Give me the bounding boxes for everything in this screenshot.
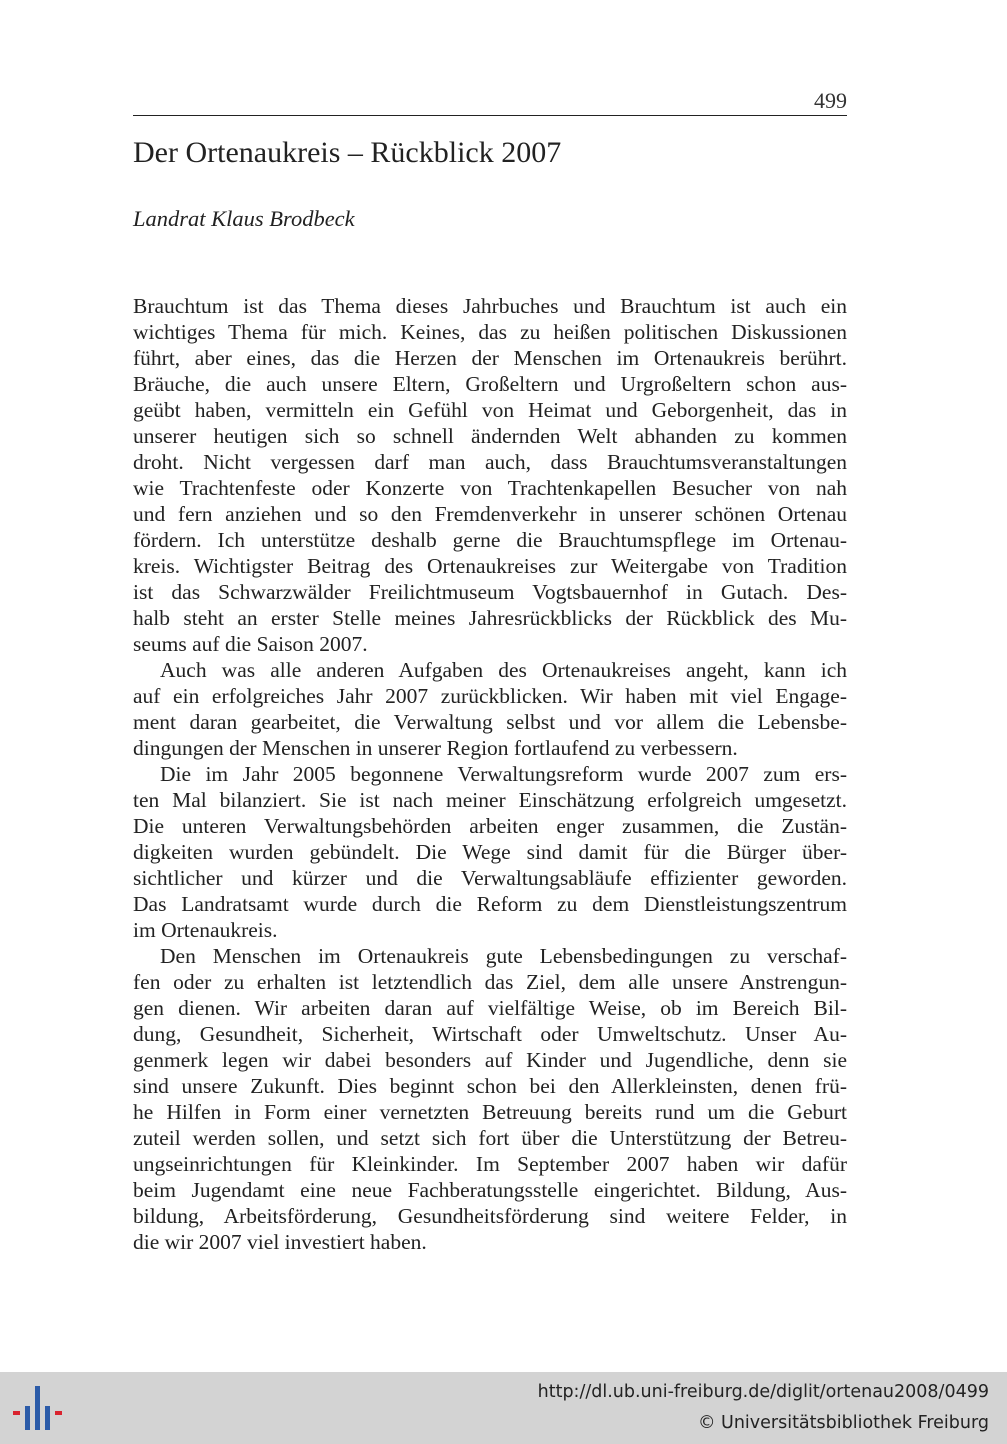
paragraph xyxy=(133,293,847,657)
text-line: digkeiten wurden gebündelt. Die Wege sind damit für die Bürger über- xyxy=(133,840,847,864)
logo-bar-blue-2 xyxy=(35,1386,40,1430)
text-line: beim Jugendamt eine neue Fachberatungsstelle eingerichtet. Bildung, Aus- xyxy=(133,1178,847,1202)
text-line: he Hilfen in Form einer vernetzten Betreuung bereits rund um die Geburt xyxy=(133,1100,847,1124)
footer-bar xyxy=(0,1372,1007,1444)
text-line: auf ein erfolgreiches Jahr 2007 zurückblicken. Wir haben mit viel Engage- xyxy=(133,684,847,708)
text-line: seums auf die Saison 2007. xyxy=(133,632,368,656)
text-line: ment daran gearbeitet, die Verwaltung selbst und vor allem die Lebensbe- xyxy=(133,710,847,734)
text-line: wichtiges Thema für mich. Keines, das zu heißen politischen Diskussionen xyxy=(133,320,847,344)
text-line: ten Mal bilanziert. Sie ist nach meiner Einschätzung erfolgreich umgesetzt. xyxy=(133,788,847,812)
text-line: kreis. Wichtigster Beitrag des Ortenaukreises zur Weitergabe von Tradition xyxy=(133,554,847,578)
text-line: Das Landratsamt wurde durch die Reform zu dem Dienstleistungszentrum xyxy=(133,892,847,916)
header-rule xyxy=(133,115,847,116)
logo-bar-blue-1 xyxy=(25,1406,30,1430)
logo-bar-red-right xyxy=(55,1411,62,1415)
text-line: Den Menschen im Ortenaukreis gute Lebensbedingungen zu verschaf- xyxy=(160,944,847,968)
text-line: Bräuche, die auch unsere Eltern, Großeltern und Urgroßeltern schon aus- xyxy=(133,372,847,396)
text-line: und fern anziehen und so den Fremdenverkehr in unserer schönen Ortenau xyxy=(133,502,847,526)
footer-copyright: © Universitätsbibliothek Freiburg xyxy=(697,1413,989,1433)
text-line: die wir 2007 viel investiert haben. xyxy=(133,1230,427,1254)
logo-bar-red-left xyxy=(13,1411,20,1415)
paragraph xyxy=(133,761,847,943)
ub-freiburg-logo-icon[interactable] xyxy=(12,1384,66,1432)
text-line: sind unsere Zukunft. Dies beginnt schon bei den Allerkleinsten, denen frü- xyxy=(133,1074,847,1098)
text-line: Die im Jahr 2005 begonnene Verwaltungsreform wurde 2007 zum ers- xyxy=(160,762,847,786)
text-line: fen oder zu erhalten ist letztendlich das Ziel, dem alle unsere Anstrengun- xyxy=(133,970,847,994)
text-line: sichtlicher und kürzer und die Verwaltungsabläufe effizienter geworden. xyxy=(133,866,847,890)
text-line: fördern. Ich unterstütze deshalb gerne die Brauchtumspflege im Ortenau- xyxy=(133,528,847,552)
text-line: droht. Nicht vergessen darf man auch, dass Brauchtumsveranstaltungen xyxy=(133,450,847,474)
text-line: bildung, Arbeitsförderung, Gesundheitsförderung sind weitere Felder, in xyxy=(133,1204,847,1228)
text-line: dung, Gesundheit, Sicherheit, Wirtschaft oder Umweltschutz. Unser Au- xyxy=(133,1022,847,1046)
text-line: ist das Schwarzwälder Freilichtmuseum Vogtsbauernhof in Gutach. Des- xyxy=(133,580,847,604)
article-title: Der Ortenaukreis – Rückblick 2007 xyxy=(133,136,562,169)
text-line: unserer heutigen sich so schnell ändernden Welt abhanden zu kommen xyxy=(133,424,847,448)
text-line: genmerk legen wir dabei besonders auf Kinder und Jugendliche, denn sie xyxy=(133,1048,847,1072)
text-line: geübt haben, vermitteln ein Gefühl von Heimat und Geborgenheit, das in xyxy=(133,398,847,422)
text-line: dingungen der Menschen in unserer Region fortlaufend zu verbessern. xyxy=(133,736,738,760)
paragraph xyxy=(133,943,847,1255)
text-line: ungseinrichtungen für Kleinkinder. Im September 2007 haben wir dafür xyxy=(133,1152,847,1176)
text-line: gen dienen. Wir arbeiten daran auf vielfältige Weise, ob im Bereich Bil- xyxy=(133,996,847,1020)
text-line: Brauchtum ist das Thema dieses Jahrbuches und Brauchtum ist auch ein xyxy=(133,294,847,318)
article-body xyxy=(133,293,847,1255)
page-number: 499 xyxy=(814,88,847,113)
text-line: zuteil werden sollen, und setzt sich fort über die Unterstützung der Betreu- xyxy=(133,1126,847,1150)
logo-bar-blue-3 xyxy=(45,1406,50,1430)
text-line: Die unteren Verwaltungsbehörden arbeiten enger zusammen, die Zustän- xyxy=(133,814,847,838)
text-line: Auch was alle anderen Aufgaben des Ortenaukreises angeht, kann ich xyxy=(160,658,847,682)
paragraph xyxy=(133,657,847,761)
text-line: halb steht an erster Stelle meines Jahresrückblicks der Rückblick des Mu- xyxy=(133,606,847,630)
text-line: im Ortenaukreis. xyxy=(133,918,278,942)
text-line: wie Trachtenfeste oder Konzerte von Trachtenkapellen Besucher von nah xyxy=(133,476,847,500)
footer-url-link[interactable]: http://dl.ub.uni-freiburg.de/diglit/ortenau2008/0499 xyxy=(537,1382,989,1402)
article-author: Landrat Klaus Brodbeck xyxy=(133,206,355,231)
text-line: führt, aber eines, das die Herzen der Menschen im Ortenaukreis berührt. xyxy=(133,346,847,370)
